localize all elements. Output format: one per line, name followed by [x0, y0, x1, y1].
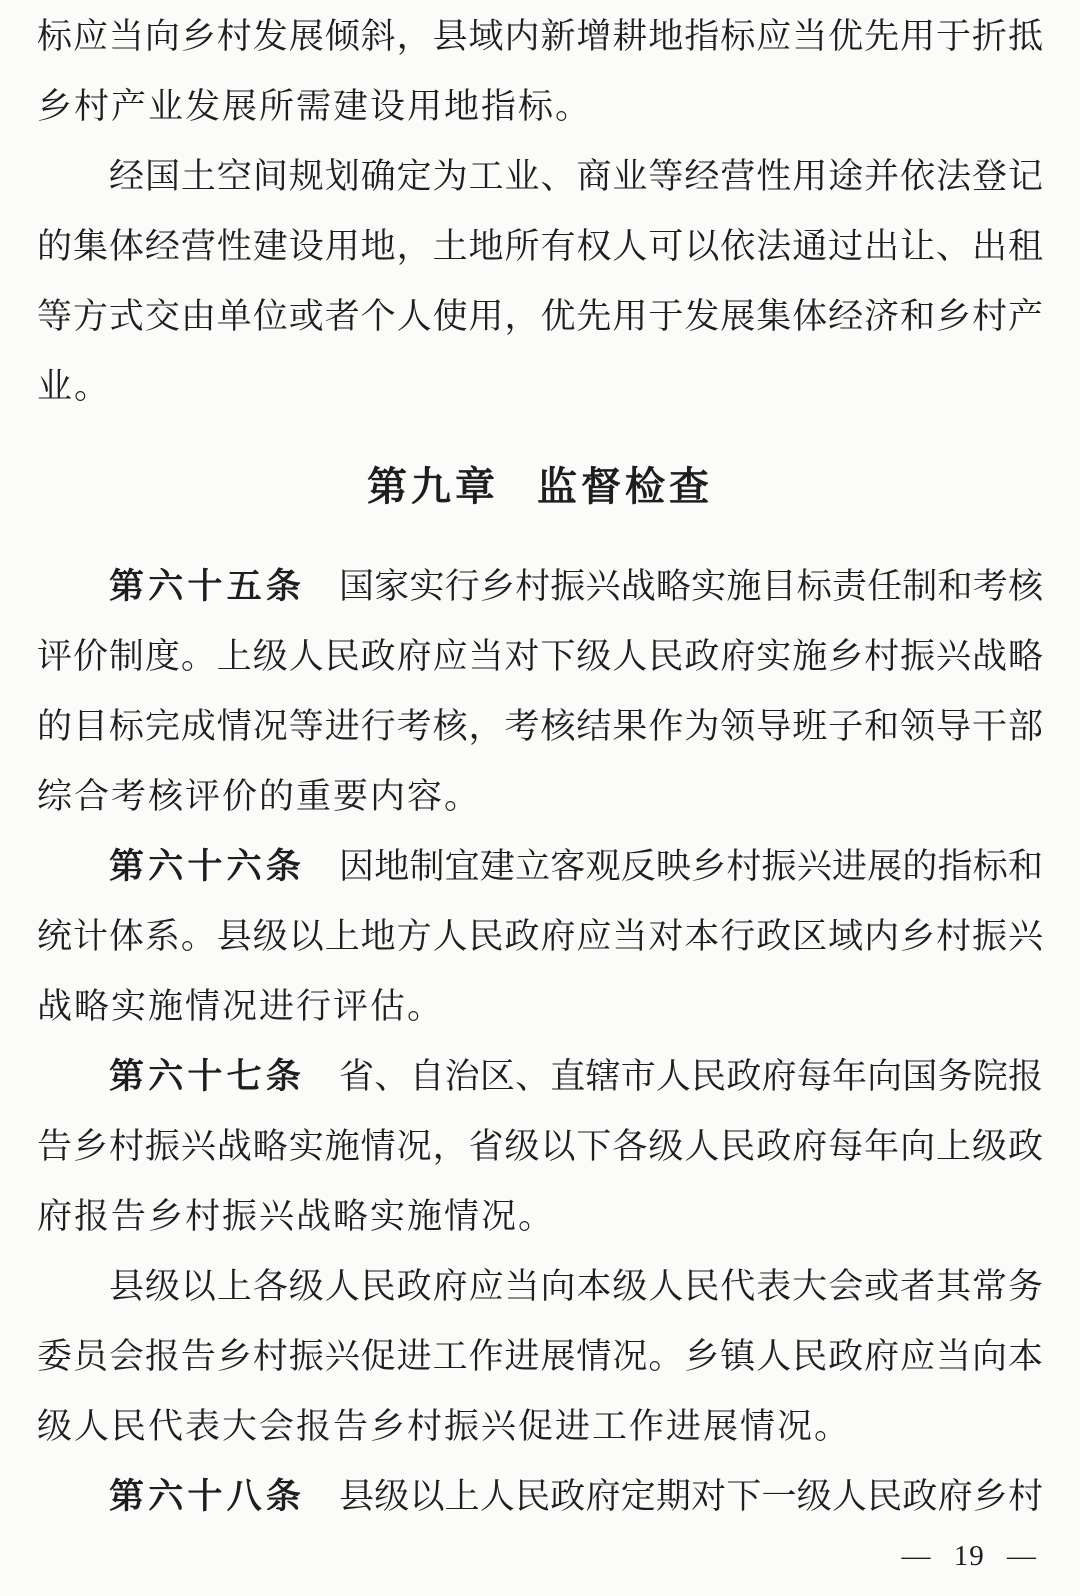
- chapter-number: 第九章: [367, 465, 499, 509]
- body-line: 战略实施情况进行评估。: [37, 987, 445, 1026]
- page-number: — 19 —: [901, 1540, 1037, 1572]
- body-line: 综合考核评价的重要内容。: [37, 777, 482, 816]
- article-68-start-line: [37, 1462, 1043, 1532]
- body-line: 委员会报告乡村振兴促进工作进展情况。乡镇人民政府应当向本: [37, 1337, 1043, 1376]
- article-66-text: 因地制宜建立客观反映乡村振兴进展的指标和: [339, 847, 1043, 886]
- chapter-heading: [37, 452, 1043, 522]
- body-line: 的目标完成情况等进行考核，考核结果作为领导班子和领导干部: [37, 707, 1043, 746]
- paragraph-start-line: 县级以上各级人民政府应当向本级人民代表大会或者其常务: [109, 1267, 1043, 1306]
- article-67-number: 第六十七条: [109, 1057, 306, 1096]
- body-line: 乡村产业发展所需建设用地指标。: [37, 87, 593, 126]
- article-67-text: 省、自治区、直辖市人民政府每年向国务院报: [339, 1057, 1043, 1096]
- body-line: 业。: [37, 367, 112, 406]
- article-68-text: 县级以上人民政府定期对下一级人民政府乡村: [339, 1477, 1043, 1516]
- article-67-start-line: [37, 1042, 1043, 1112]
- paragraph-start-line: 经国土空间规划确定为工业、商业等经营性用途并依法登记: [109, 157, 1043, 196]
- article-65-number: 第六十五条: [109, 567, 306, 606]
- chapter-title: 监督检查: [537, 465, 713, 509]
- article-66-start-line: [37, 832, 1043, 902]
- article-66-number: 第六十六条: [109, 847, 306, 886]
- article-65-start-line: [37, 552, 1043, 622]
- article-65-text: 国家实行乡村振兴战略实施目标责任制和考核: [339, 567, 1043, 606]
- body-line: 评价制度。上级人民政府应当对下级人民政府实施乡村振兴战略: [37, 637, 1043, 676]
- body-line: 的集体经营性建设用地，土地所有权人可以依法通过出让、出租: [37, 227, 1043, 266]
- article-68-number: 第六十八条: [109, 1477, 306, 1516]
- body-line: 府报告乡村振兴战略实施情况。: [37, 1197, 556, 1236]
- page-footer: [37, 1536, 1043, 1576]
- body-line: 等方式交由单位或者个人使用，优先用于发展集体经济和乡村产: [37, 297, 1043, 336]
- body-line: 告乡村振兴战略实施情况，省级以下各级人民政府每年向上级政: [37, 1127, 1043, 1166]
- body-line: 统计体系。县级以上地方人民政府应当对本行政区域内乡村振兴: [37, 917, 1043, 956]
- body-line: 级人民代表大会报告乡村振兴促进工作进展情况。: [37, 1407, 852, 1446]
- body-line: 标应当向乡村发展倾斜，县域内新增耕地指标应当优先用于折抵: [37, 17, 1043, 56]
